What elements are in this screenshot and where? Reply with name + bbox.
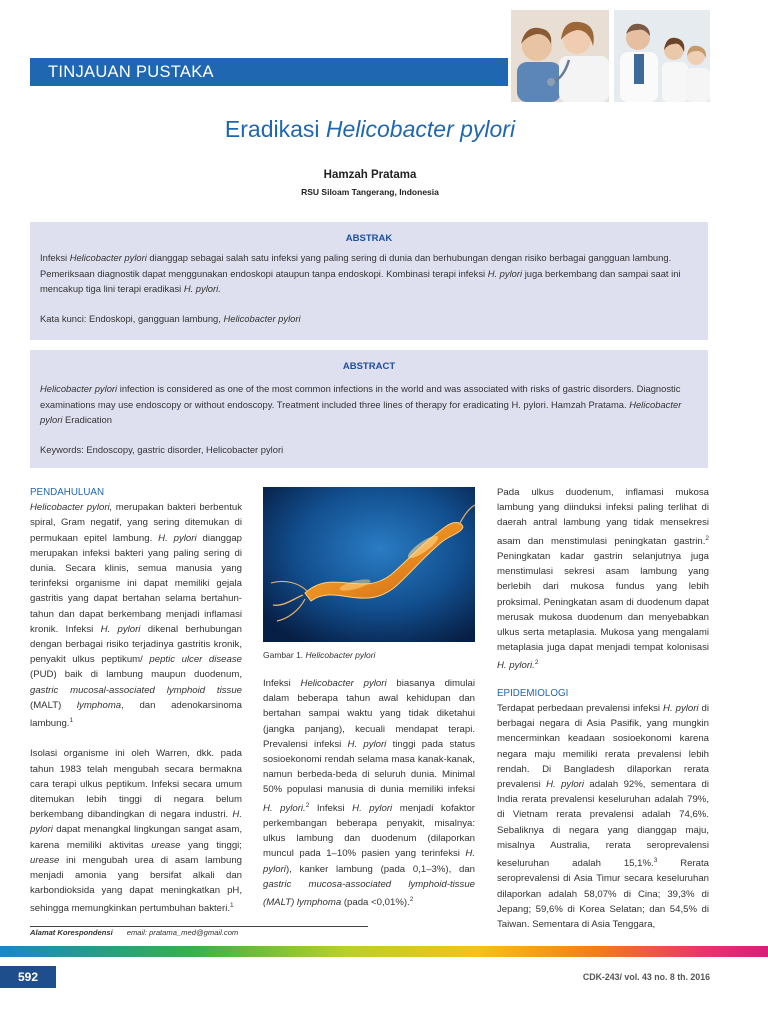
abstrak-paragraph: [40, 250, 704, 297]
text-run: H. pylori: [546, 779, 585, 791]
text-run: H. pylori: [263, 848, 475, 875]
text-run: 1: [69, 717, 74, 725]
text-run: merupakan bakteri berbentuk spiral, Gram negatif, yang sering ditemukan di permukaan epitel lambung.: [30, 502, 242, 544]
text-run: H. pylori.: [183, 283, 221, 294]
text-run: gastric mucosal-associated lymphoid tissue: [30, 684, 242, 696]
paragraph: [263, 676, 475, 910]
text-run: ), kanker lambung (pada 0,1–3%), dan: [285, 863, 475, 875]
article-title-plain: Eradikasi: [224, 116, 326, 142]
author-name: Hamzah Pratama: [323, 169, 417, 181]
paragraph: [30, 746, 242, 916]
text-run: juga berkembang dan sampai saat ini mencakup tiga lini terapi eradikasi: [40, 267, 681, 294]
text-run: H. pylori: [352, 802, 393, 814]
correspondence-label: Alamat Korespondensi: [30, 928, 113, 937]
text-run: (MALT): [30, 699, 77, 711]
text-run: H. pylori.: [263, 802, 306, 814]
text-run: Infeksi: [40, 252, 70, 263]
correspondence-footnote: [30, 928, 238, 937]
paragraph: [497, 485, 709, 674]
text-run: 2: [409, 896, 414, 904]
text-run: H. pylori: [158, 532, 197, 544]
paragraph: [497, 701, 709, 932]
abstrak-box: [30, 222, 708, 340]
text-run: menjadi kofaktor perkembangan beberapa penyakit, misalnya: ulkus lambung dan duodenum (dilaporkan muncul pada 1–10% pasien yang terinfeksi: [263, 802, 475, 860]
text-run: Helicobacter pylori: [69, 252, 147, 263]
header-photo-medical-team: [614, 10, 710, 102]
text-run: , dan adenokarsinoma lambung.: [30, 699, 242, 730]
text-run: Kata kunci: Endoskopi, gangguan lambung,: [40, 313, 224, 324]
text-run: urease: [151, 839, 181, 851]
text-run: H. pylori: [100, 623, 141, 635]
text-run: ini mengubah urea di asam lambung menjadi amonia yang bersifat alkali dan karbondioksida yang dapat meningkatkan pH, sehingga memungkinkan pertumbuhan bakteri.: [30, 854, 242, 915]
text-run: Infeksi: [309, 802, 353, 814]
text-run: adalah 92%, sementara di India rerata prevalensi keseluruhan adalah 79%, di Vietnam rerata prevalensi adalah 74,6%. Sebaliknya di negara yang dianggap maju, misalnya Australia, rerata seroprevalensi keseluruhan adalah 15,1%.: [497, 779, 709, 870]
text-run: Isolasi organisme ini oleh Warren, dkk. pada tahun 1983 telah mengubah secara bermakna cara terapi ulkus peptikum. Infeksi secara umum ditemukan lebih tinggi di negara belum berkembang dibandingkan di negara industri.: [30, 748, 242, 821]
abstrak-heading: ABSTRAK: [345, 233, 393, 244]
text-run: 2: [705, 534, 709, 542]
text-run: (PUD) baik di lambung maupun duodenum,: [30, 669, 242, 681]
text-run: dianggap merupakan infeksi bakteri yang paling sering di dunia. Secara klinis, semua manusia yang terinfeksi organisme ini dapat memiliki gejala gastritis yang dapat bertahan selama bertahun-tahun dan dapat berkembang menjadi inflamasi kronik. Infeksi: [30, 532, 242, 635]
article-title-italic: Helicobacter pylori: [325, 116, 516, 142]
header-photo-child-doctor: [511, 10, 609, 102]
text-run: dapat menangkal lingkungan sangat asam, karena memiliki aktivitas: [30, 824, 242, 851]
text-run: Helicobacter pylori: [305, 650, 376, 660]
section-heading-epidemiologi: EPIDEMIOLOGI: [497, 687, 569, 699]
text-run: Helicobacter pylori: [40, 383, 118, 394]
text-run: infection is considered as one of the most common infections in the world and was associated with risks of gastric disorders. Diagnostic examinations may use endoscopy or without endoscopy. Treatment included three lines of therapy for eradicating H. pylori. Hamzah Pratama.: [40, 383, 681, 410]
abstract-box: [30, 350, 708, 468]
abstract-heading: ABSTRACT: [342, 361, 396, 372]
text-run: H. pylori: [487, 267, 523, 279]
text-run: gastric mucosa-associated lymphoid-tissue (MALT) lymphoma: [263, 878, 475, 909]
text-run: Helicobacter pylori,: [30, 502, 113, 514]
text-run: urease: [30, 854, 60, 866]
abstract-paragraph: [40, 381, 704, 428]
text-run: 2: [534, 659, 539, 667]
text-run: H. pylori.: [497, 660, 535, 672]
column-1: [30, 485, 242, 917]
footnote-rule: [30, 926, 368, 927]
text-run: 3: [653, 857, 658, 865]
section-label: TINJAUAN PUSTAKA: [48, 63, 214, 81]
section-heading-pendahuluan: PENDAHULUAN: [30, 487, 105, 498]
text-run: Rerata seroprevalensi di Asia Timur secara keseluruhan dilaporkan adalah 58,07% di Cina; 39,3% di Jepang; 59,6% di Korea Selatan; dan 54,5% di Taiwan. Sementara di Asia Tenggara,: [497, 858, 709, 931]
journal-reference: CDK-243/ vol. 43 no. 8 th. 2016: [582, 972, 710, 982]
text-run: lymphoma: [76, 699, 122, 711]
text-run: Helicobacter pylori: [300, 678, 387, 689]
text-run: 1: [230, 902, 234, 910]
article-title: [0, 116, 740, 143]
text-run: 2: [305, 801, 310, 809]
section-banner: [30, 58, 508, 86]
text-run: Eradication: [62, 414, 112, 425]
column-2: [263, 676, 475, 910]
text-run: (pada <0,01%).: [341, 897, 410, 909]
correspondence-email: email: pratama_med@gmail.com: [126, 928, 239, 937]
text-run: Peningkatan kadar gastrin selanjutnya juga menstimulasi sekresi asam lambung yang berlebih dari mukosa fundus yang lebih proksimal. Peningkatan asam di duodenum dapat merusak mukosa duodenum dan menyebabkan ulkus serta metaplasia. Mukosa yang mengalami metaplasia juga dapat menjadi tempat kolonisasi: [497, 551, 709, 654]
paragraph: [30, 500, 242, 731]
text-run: dikenal berhubungan dengan berbagai risiko terjadinya gastritis kronik, penyakit ulkus peptikum/: [30, 623, 242, 666]
bacteria-figure: [263, 487, 475, 642]
page-number: 592: [0, 966, 56, 988]
rainbow-stripe: [0, 946, 768, 957]
text-run: Helicobacter pylori: [223, 313, 301, 324]
text-run: Gambar 1.: [263, 650, 306, 660]
text-run: di berbagai negara di Asia Pasifik, yang mungkin mencerminkan keadaan sosioekonomi karena negara maju memiliki rerata prevalensi lebih rendah. Di Bangladesh dilaporkan rerata prevalensi: [497, 703, 709, 791]
text-run: tinggi pada status sosioekonomi rendah selama masa kanak-kanak, namun berbeda-beda di seluruh dunia. Minimal 50% populasi manusia di dunia memiliki infeksi: [263, 738, 476, 796]
column-3: [497, 485, 709, 932]
text-run: H. pylori: [347, 738, 387, 750]
text-run: H. pylori: [30, 809, 242, 836]
author-affiliation: RSU Siloam Tangerang, Indonesia: [301, 187, 439, 197]
text-run: peptic ulcer disease: [149, 654, 242, 666]
text-run: biasanya dimulai dalam beberapa tahun awal kehidupan dan bertahan sampai waktu yang tidak diketahui (jangka panjang), kecuali mendapat terapi. Prevalensi infeksi: [263, 678, 475, 750]
text-run: yang tinggi;: [180, 839, 242, 851]
figure-caption: [263, 650, 375, 660]
text-run: Helicobacter pylori: [40, 398, 682, 425]
abstract-keywords: Keywords: Endoscopy, gastric disorder, Helicobacter pylori: [40, 444, 284, 455]
abstrak-keywords: [40, 311, 704, 327]
text-run: dianggap sebagai salah satu infeksi yang paling sering di dunia dan berhubungan dengan risiko berbagai gangguan lambung. Pemeriksaan diagnostik dapat menggunakan endoskopi ataupun tanpa endoskopi. Kombinasi terapi infeksi: [40, 252, 672, 279]
text-run: Terdapat perbedaan prevalensi infeksi: [497, 703, 664, 715]
text-run: Infeksi: [263, 678, 301, 689]
text-run: Pada ulkus duodenum, inflamasi mukosa lambung yang diinduksi infeksi paling terlihat di daerah antral lambung yang tidak mensekresi asam dan menstimulasi peningkatan gastrin.: [497, 487, 709, 547]
text-run: H. pylori: [663, 703, 699, 715]
